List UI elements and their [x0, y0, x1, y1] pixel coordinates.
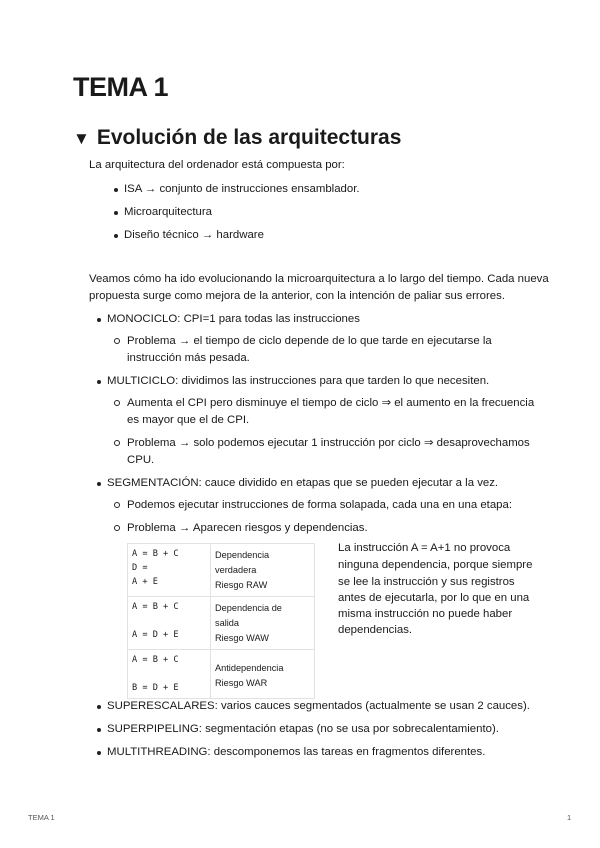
- triangle-down-icon[interactable]: ▼: [73, 129, 90, 148]
- sub-bullet-icon: [114, 400, 120, 406]
- section-heading[interactable]: [73, 126, 401, 150]
- sub-bullet-icon: [114, 440, 120, 446]
- item-segmentacion: SEGMENTACIÓN: cauce dividido en etapas que se pueden ejecutar a la vez.: [107, 477, 499, 489]
- multiciclo-point-l1: Aumenta el CPI pero disminuye el tiempo de ciclo ⇒ el aumento en la frecuencia: [127, 397, 535, 409]
- component-microarquitectura: Microarquitectura: [124, 206, 212, 218]
- bullet-icon: [97, 751, 101, 755]
- bullet-icon: [97, 318, 101, 322]
- bullet-icon: [114, 211, 118, 215]
- monociclo-problem-l1: Problema → el tiempo de ciclo depende de lo que tarde en ejecutarse la: [127, 335, 492, 347]
- table-cell-code: A = B + C D = A + E: [128, 544, 211, 597]
- evolution-paragraph-line1: Veamos cómo ha ido evolucionando la microarquitectura a lo largo del tiempo. Cada nueva: [89, 273, 549, 285]
- component-isa: ISA → conjunto de instrucciones ensamblador.: [124, 183, 360, 195]
- monociclo-problem-l2: instrucción más pesada.: [127, 352, 250, 364]
- footer-title: TEMA 1: [28, 813, 55, 822]
- item-superpipeling: SUPERPIPELING: segmentación etapas (no se usa por sobrecalentamiento).: [107, 723, 499, 735]
- section-title: Evolución de las arquitecturas: [96, 126, 402, 149]
- item-superescalares: SUPERESCALARES: varios cauces segmentados (actualmente se usan 2 cauces).: [107, 700, 530, 712]
- multiciclo-problem-l1: Problema → solo podemos ejecutar 1 instrucción por ciclo ⇒ desaprovechamos: [127, 437, 530, 449]
- table-cell-desc: Dependencia verdadera Riesgo RAW: [211, 544, 315, 597]
- table-cell-code: A = B + C A = D + E: [128, 597, 211, 650]
- bullet-icon: [97, 482, 101, 486]
- evolution-paragraph-line2: propuesta surge como mejora de la anterior, con la intención de paliar sus errores.: [89, 290, 505, 302]
- bullet-icon: [114, 234, 118, 238]
- multiciclo-point-l2: es mayor que el de CPI.: [127, 414, 250, 426]
- component-diseno: Diseño técnico → hardware: [124, 229, 264, 241]
- footer-page-number: 1: [567, 813, 572, 822]
- document-page: TEMA 1 ▼ Evolución de las arquitecturas La arquitectura del ordenador está compuesta por: ISA → conjunto de instrucciones ensamblador. Microarquitectura Diseño técnico → hardware Veamos cómo ha ido evolucionando la microarquitectura a lo largo del tiempo. Cada nueva propuesta surge como mejora de la anterior, con la intención de paliar sus errores. MONOCICLO: CPI=1 para todas las instrucciones Problema → el tiempo de ciclo depende de lo que tarde en ejecutarse la instrucción más pesada. MULTICICLO: dividimos las instrucciones para que tarden lo que necesiten. Aumenta el CPI pero disminuye el tiempo de ciclo ⇒ el aumento en la frecuencia es mayor que el de CPI. Problema → solo podemos ejecutar 1 instrucción por ciclo ⇒ desaprovechamos CPU. SEGMENTACIÓN: cauce dividido en etapas que se pueden ejecutar a la vez. Podemos ejecutar instrucciones de forma solapada, cada una en una etapa: Problema → Aparecen riesgos y dependencias. A = B + C D = A + E Dependencia verdadera Riesgo RAW A = B + C A = D + E Dependencia de salida Riesgo WAW A = B + C B = D + E Antidependencia Riesgo WAR La instrucción A = A+1 no provoca ninguna dependencia, porque siempre se lee la instrucción y sus registros antes de ejecutarla, por lo que en una misma instrucción no puede haber dependencias. SUPERESCALARES: varios cauces segmentados (actualmente se usan 2 cauces). SUPERPIPELING: segmentación etapas (no se usa por sobrecalentamiento). MULTITHREADING: descomponemos las tareas en fragmentos diferentes. TEMA 1 1: [28, 72, 572, 822]
- bullet-icon: [97, 380, 101, 384]
- segmentacion-problem: Problema → Aparecen riesgos y dependencias.: [127, 522, 368, 534]
- table-row: [128, 650, 315, 699]
- item-multithreading: MULTITHREADING: descomponemos las tareas en fragmentos diferentes.: [107, 746, 486, 758]
- table-row: [128, 597, 315, 650]
- page-title: TEMA 1: [73, 72, 169, 102]
- sub-bullet-icon: [114, 338, 120, 344]
- item-monociclo: MONOCICLO: CPI=1 para todas las instrucciones: [107, 313, 360, 325]
- dependency-table: [127, 543, 315, 699]
- sub-bullet-icon: [114, 502, 120, 508]
- item-multiciclo: MULTICICLO: dividimos las instrucciones para que tarden lo que necesiten.: [107, 375, 490, 387]
- segmentacion-point: Podemos ejecutar instrucciones de forma solapada, cada una en una etapa:: [127, 499, 513, 511]
- table-cell-desc: Antidependencia Riesgo WAR: [211, 650, 315, 699]
- intro-text: La arquitectura del ordenador está compuesta por:: [89, 159, 345, 171]
- table-cell-desc: Dependencia de salida Riesgo WAW: [211, 597, 315, 650]
- table-row: [128, 544, 315, 597]
- bullet-icon: [97, 705, 101, 709]
- sub-bullet-icon: [114, 525, 120, 531]
- multiciclo-problem-l2: CPU.: [127, 454, 155, 466]
- table-cell-code: A = B + C B = D + E: [128, 650, 211, 699]
- bullet-icon: [114, 188, 118, 192]
- bullet-icon: [97, 728, 101, 732]
